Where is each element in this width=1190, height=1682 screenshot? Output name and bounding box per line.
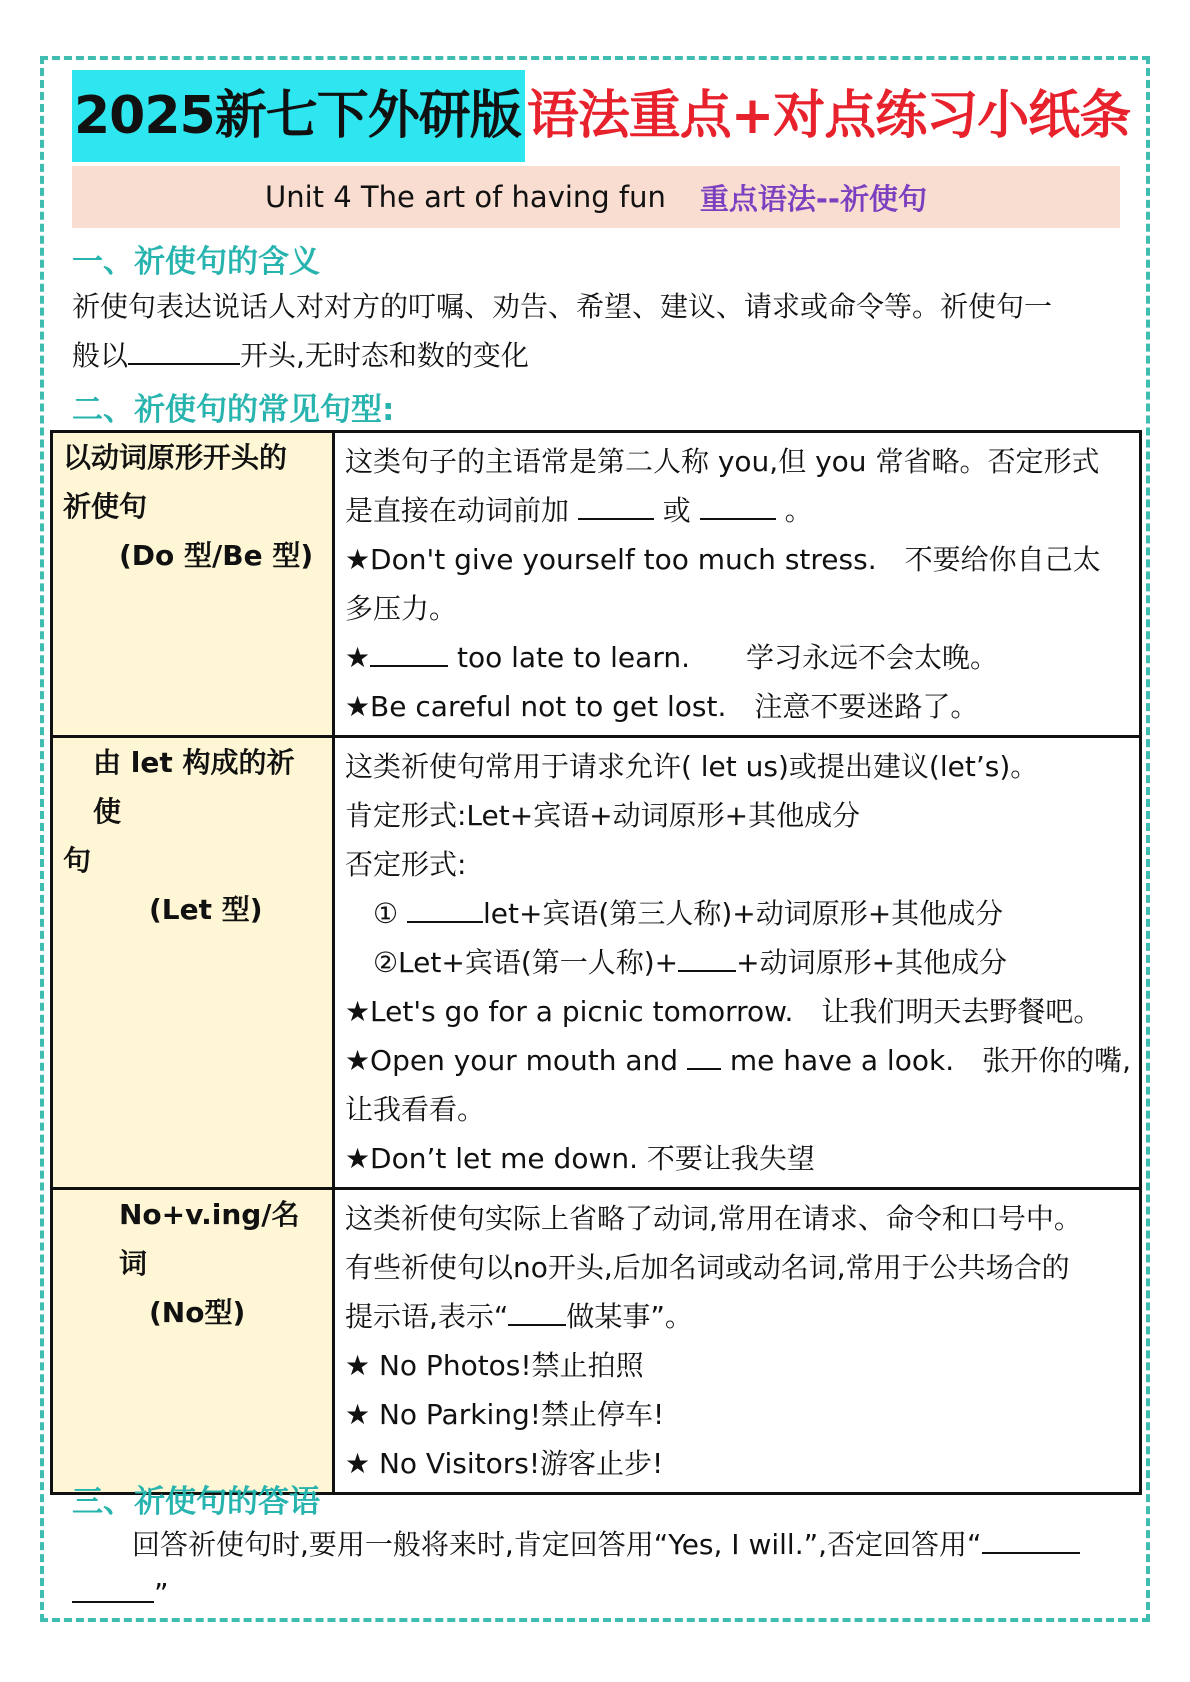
answer-blank — [687, 1044, 721, 1070]
title-highlight: 2025新七下外研版 — [72, 70, 525, 162]
row-label: 由 let 构成的祈使 句 (Let 型) — [52, 737, 334, 1189]
table-row — [52, 737, 1141, 1189]
table-row — [52, 432, 1141, 737]
section3-heading: 三、祈使句的答语 — [72, 1484, 320, 1520]
section1-line2: 般以 开头,无时态和数的变化 — [72, 339, 529, 372]
answer-blank — [370, 641, 448, 667]
section3-text: 回答祈使句时,要用一般将来时,肯定回答用“Yes, I will.”,否定回答用“ ” — [72, 1520, 1122, 1618]
row-content: 这类句子的主语常是第二人称 you,但 you 常省略。否定形式 是直接在动词前加 或 。 ★Don't give yourself too much stress. 不要给你自己太 多压力。 ★ too late to learn. 学习永远不会太晚。 ★Be careful not to get lost. 注意不要迷路了。 — [333, 432, 1140, 737]
row-content: 这类祈使句常用于请求允许( let us)或提出建议(let’s)。 肯定形式:Let+宾语+动词原形+其他成分 否定形式: ① let+宾语(第三人称)+动词原形+其他成分 ②Let+宾语(第一人称)+ +动词原形+其他成分 ★Let's go for a picnic tomorrow. 让我们明天去野餐吧。 ★Open your mouth and me have a look. 张开你的嘴, 让我看看。 ★Don’t let me down. 不要让我失望 — [333, 737, 1140, 1189]
row-label: 以动词原形开头的 祈使句 (Do 型/Be 型) — [52, 432, 334, 737]
row-content: 这类祈使句实际上省略了动词,常用在请求、命令和口号中。 有些祈使句以no开头,后加名词或动名词,常用于公共场合的 提示语,表示“ 做某事”。 ★ No Photos!禁止拍照 ★ No Parking!禁止停车! ★ No Visitors!游客止步! — [333, 1189, 1140, 1494]
subtitle-bar — [72, 166, 1120, 228]
answer-blank — [982, 1528, 1080, 1554]
answer-blank — [72, 1577, 154, 1603]
answer-blank — [700, 494, 776, 520]
page-title — [72, 70, 1130, 162]
section1-text — [72, 282, 1122, 380]
answer-blank — [407, 897, 483, 923]
answer-blank — [508, 1300, 566, 1326]
sentence-pattern-table — [50, 430, 1142, 1495]
unit-title: Unit 4 The art of having fun — [265, 180, 666, 214]
table-row — [52, 1189, 1141, 1494]
title-red: 语法重点+对点练习小纸条 — [526, 86, 1131, 146]
answer-blank — [578, 494, 654, 520]
row-label: No+v.ing/名词 (No型) — [52, 1189, 334, 1494]
grammar-topic: 重点语法--祈使句 — [699, 181, 927, 216]
answer-blank — [128, 339, 240, 365]
section1-line1: 祈使句表达说话人对对方的叮嘱、劝告、希望、建议、请求或命令等。祈使句一 — [72, 290, 1053, 323]
section2-heading: 二、祈使句的常见句型: — [72, 392, 395, 428]
answer-blank — [678, 946, 736, 972]
section1-heading: 一、祈使句的含义 — [72, 244, 320, 280]
